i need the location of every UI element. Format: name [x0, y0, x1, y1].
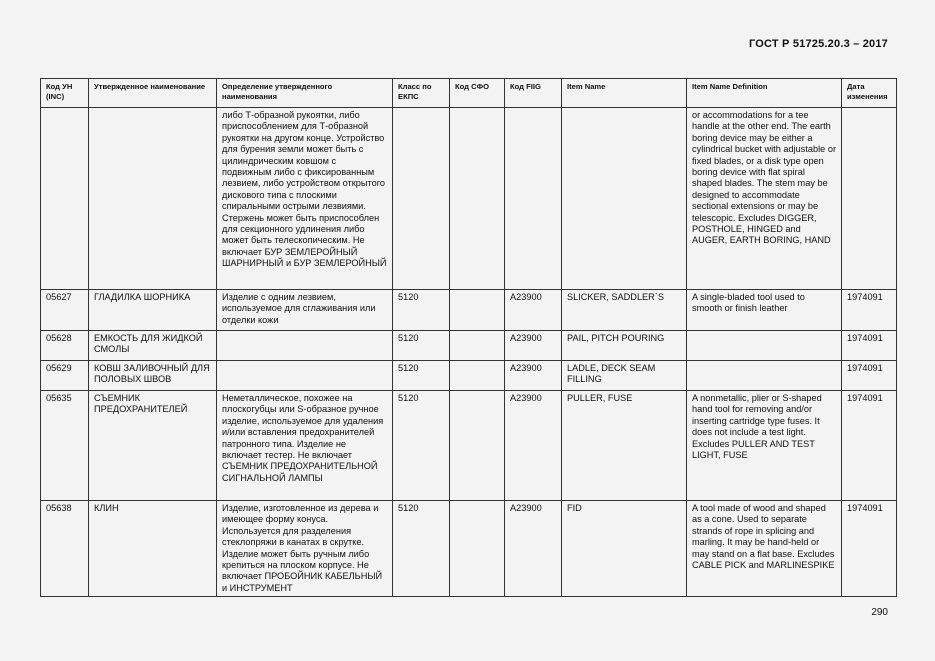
- header-fiig: Код FIIG: [505, 79, 562, 108]
- header-class: Класс по ЕКПС: [393, 79, 450, 108]
- cell-date: 1974091: [842, 501, 897, 597]
- header-item-name: Item Name: [562, 79, 687, 108]
- cell-def-ru: Изделие с одним лезвием, используемое для сглаживания или отделки кожи: [217, 290, 393, 331]
- cell-item-name: [562, 108, 687, 290]
- cell-def-ru: либо Т-образной рукоятки, либо приспособлением для Т-образной рукоятки на другом конце. Устройство для бурения земли может быть с цилиндрическим ковшом с подвижным либо с фиксированным лезвием, либо устройством открытого дискового типа с плоскими спиральными острыми лезвиями. Стержень может быть приспособлен для секционного удлинения либо может быть телескопическим. Не включает БУР ЗЕМЛЕРОЙНЫЙ ШАРНИРНЫЙ и БУР ЗЕМЛЕРОЙНЫЙ: [217, 108, 393, 290]
- cell-item-name: PULLER, FUSE: [562, 391, 687, 501]
- table-row: [41, 290, 897, 331]
- cell-date: 1974091: [842, 361, 897, 391]
- cell-def-ru: Неметаллическое, похожее на плоскогубцы или S-образное ручное изделие, используемое для удаления и/или вставления предохранителей патронного типа. Изделие не включает тестер. Не включает СЪЕМНИК ПРЕДОХРАНИТЕЛЬНОЙ СИГНАЛЬНОЙ ЛАМПЫ: [217, 391, 393, 501]
- cell-class: [393, 108, 450, 290]
- cell-class: 5120: [393, 391, 450, 501]
- nomenclature-table: [40, 78, 897, 597]
- cell-fiig: A23900: [505, 501, 562, 597]
- table-row: [41, 501, 897, 597]
- cell-fiig: A23900: [505, 391, 562, 501]
- table-body: [41, 108, 897, 597]
- cell-item-name: FID: [562, 501, 687, 597]
- cell-inc: 05628: [41, 331, 89, 361]
- header-sfo: Код СФО: [450, 79, 505, 108]
- cell-def-ru: [217, 331, 393, 361]
- cell-name-ru: ГЛАДИЛКА ШОРНИКА: [89, 290, 217, 331]
- cell-date: [842, 108, 897, 290]
- cell-date: 1974091: [842, 331, 897, 361]
- header-row: [41, 79, 897, 108]
- cell-class: 5120: [393, 290, 450, 331]
- header-name-ru: Утвержденное наименование: [89, 79, 217, 108]
- cell-class: 5120: [393, 501, 450, 597]
- table-row: [41, 361, 897, 391]
- cell-sfo: [450, 108, 505, 290]
- cell-def-ru: Изделие, изготовленное из дерева и имеющее форму конуса. Используется для разделения стеклопряжи в канатах в скрутке. Изделие может быть ручным либо крепиться на плоском корпусе. Не включает ПРОБОЙНИК КАБЕЛЬНЫЙ и ИНСТРУМЕНТ: [217, 501, 393, 597]
- cell-inc: [41, 108, 89, 290]
- page-number: 290: [871, 607, 888, 618]
- cell-inc: 05638: [41, 501, 89, 597]
- cell-class: 5120: [393, 361, 450, 391]
- cell-item-def: A single-bladed tool used to smooth or finish leather: [687, 290, 842, 331]
- cell-name-ru: ЕМКОСТЬ ДЛЯ ЖИДКОЙ СМОЛЫ: [89, 331, 217, 361]
- cell-date: 1974091: [842, 391, 897, 501]
- header-date: Дата изменения: [842, 79, 897, 108]
- cell-item-def: [687, 331, 842, 361]
- cell-item-def: A tool made of wood and shaped as a cone. Used to separate strands of rope in splicing and marling. It may be hand-held or may stand on a flat base. Excludes CABLE PICK and MARLINESPIKE: [687, 501, 842, 597]
- cell-sfo: [450, 501, 505, 597]
- table-header: [41, 79, 897, 108]
- cell-item-def: [687, 361, 842, 391]
- table-row: [41, 391, 897, 501]
- cell-name-ru: КЛИН: [89, 501, 217, 597]
- cell-fiig: A23900: [505, 361, 562, 391]
- cell-inc: 05635: [41, 391, 89, 501]
- cell-fiig: A23900: [505, 290, 562, 331]
- table-row: [41, 108, 897, 290]
- cell-fiig: [505, 108, 562, 290]
- cell-sfo: [450, 361, 505, 391]
- cell-inc: 05629: [41, 361, 89, 391]
- header-item-def: Item Name Definition: [687, 79, 842, 108]
- cell-fiig: A23900: [505, 331, 562, 361]
- cell-item-name: PAIL, PITCH POURING: [562, 331, 687, 361]
- table-row: [41, 331, 897, 361]
- cell-name-ru: [89, 108, 217, 290]
- header-inc: Код УН (INC): [41, 79, 89, 108]
- cell-sfo: [450, 391, 505, 501]
- cell-def-ru: [217, 361, 393, 391]
- cell-item-name: SLICKER, SADDLER`S: [562, 290, 687, 331]
- cell-date: 1974091: [842, 290, 897, 331]
- cell-inc: 05627: [41, 290, 89, 331]
- cell-name-ru: СЪЕМНИК ПРЕДОХРАНИТЕЛЕЙ: [89, 391, 217, 501]
- cell-sfo: [450, 331, 505, 361]
- cell-class: 5120: [393, 331, 450, 361]
- cell-item-name: LADLE, DECK SEAM FILLING: [562, 361, 687, 391]
- cell-sfo: [450, 290, 505, 331]
- document-code: ГОСТ Р 51725.20.3 – 2017: [748, 38, 888, 50]
- cell-item-def: or accommodations for a tee handle at the other end. The earth boring device may be either a cylindrical bucket with adjustable or fixed blades, or a disk type open boring device with flat spiral shaped blades. The stem may be designed to accommodate sectional extensions or may be telescopic. Excludes DIGGER, POSTHOLE, HINGED and AUGER, EARTH BORING, HAND: [687, 108, 842, 290]
- header-def-ru: Определение утвержденного наименования: [217, 79, 393, 108]
- cell-item-def: A nonmetallic, plier or S-shaped hand tool for removing and/or inserting cartridge type fuses. It does not include a test light. Excludes PULLER AND TEST LIGHT, FUSE: [687, 391, 842, 501]
- cell-name-ru: КОВШ ЗАЛИВОЧНЫЙ ДЛЯ ПОЛОВЫХ ШВОВ: [89, 361, 217, 391]
